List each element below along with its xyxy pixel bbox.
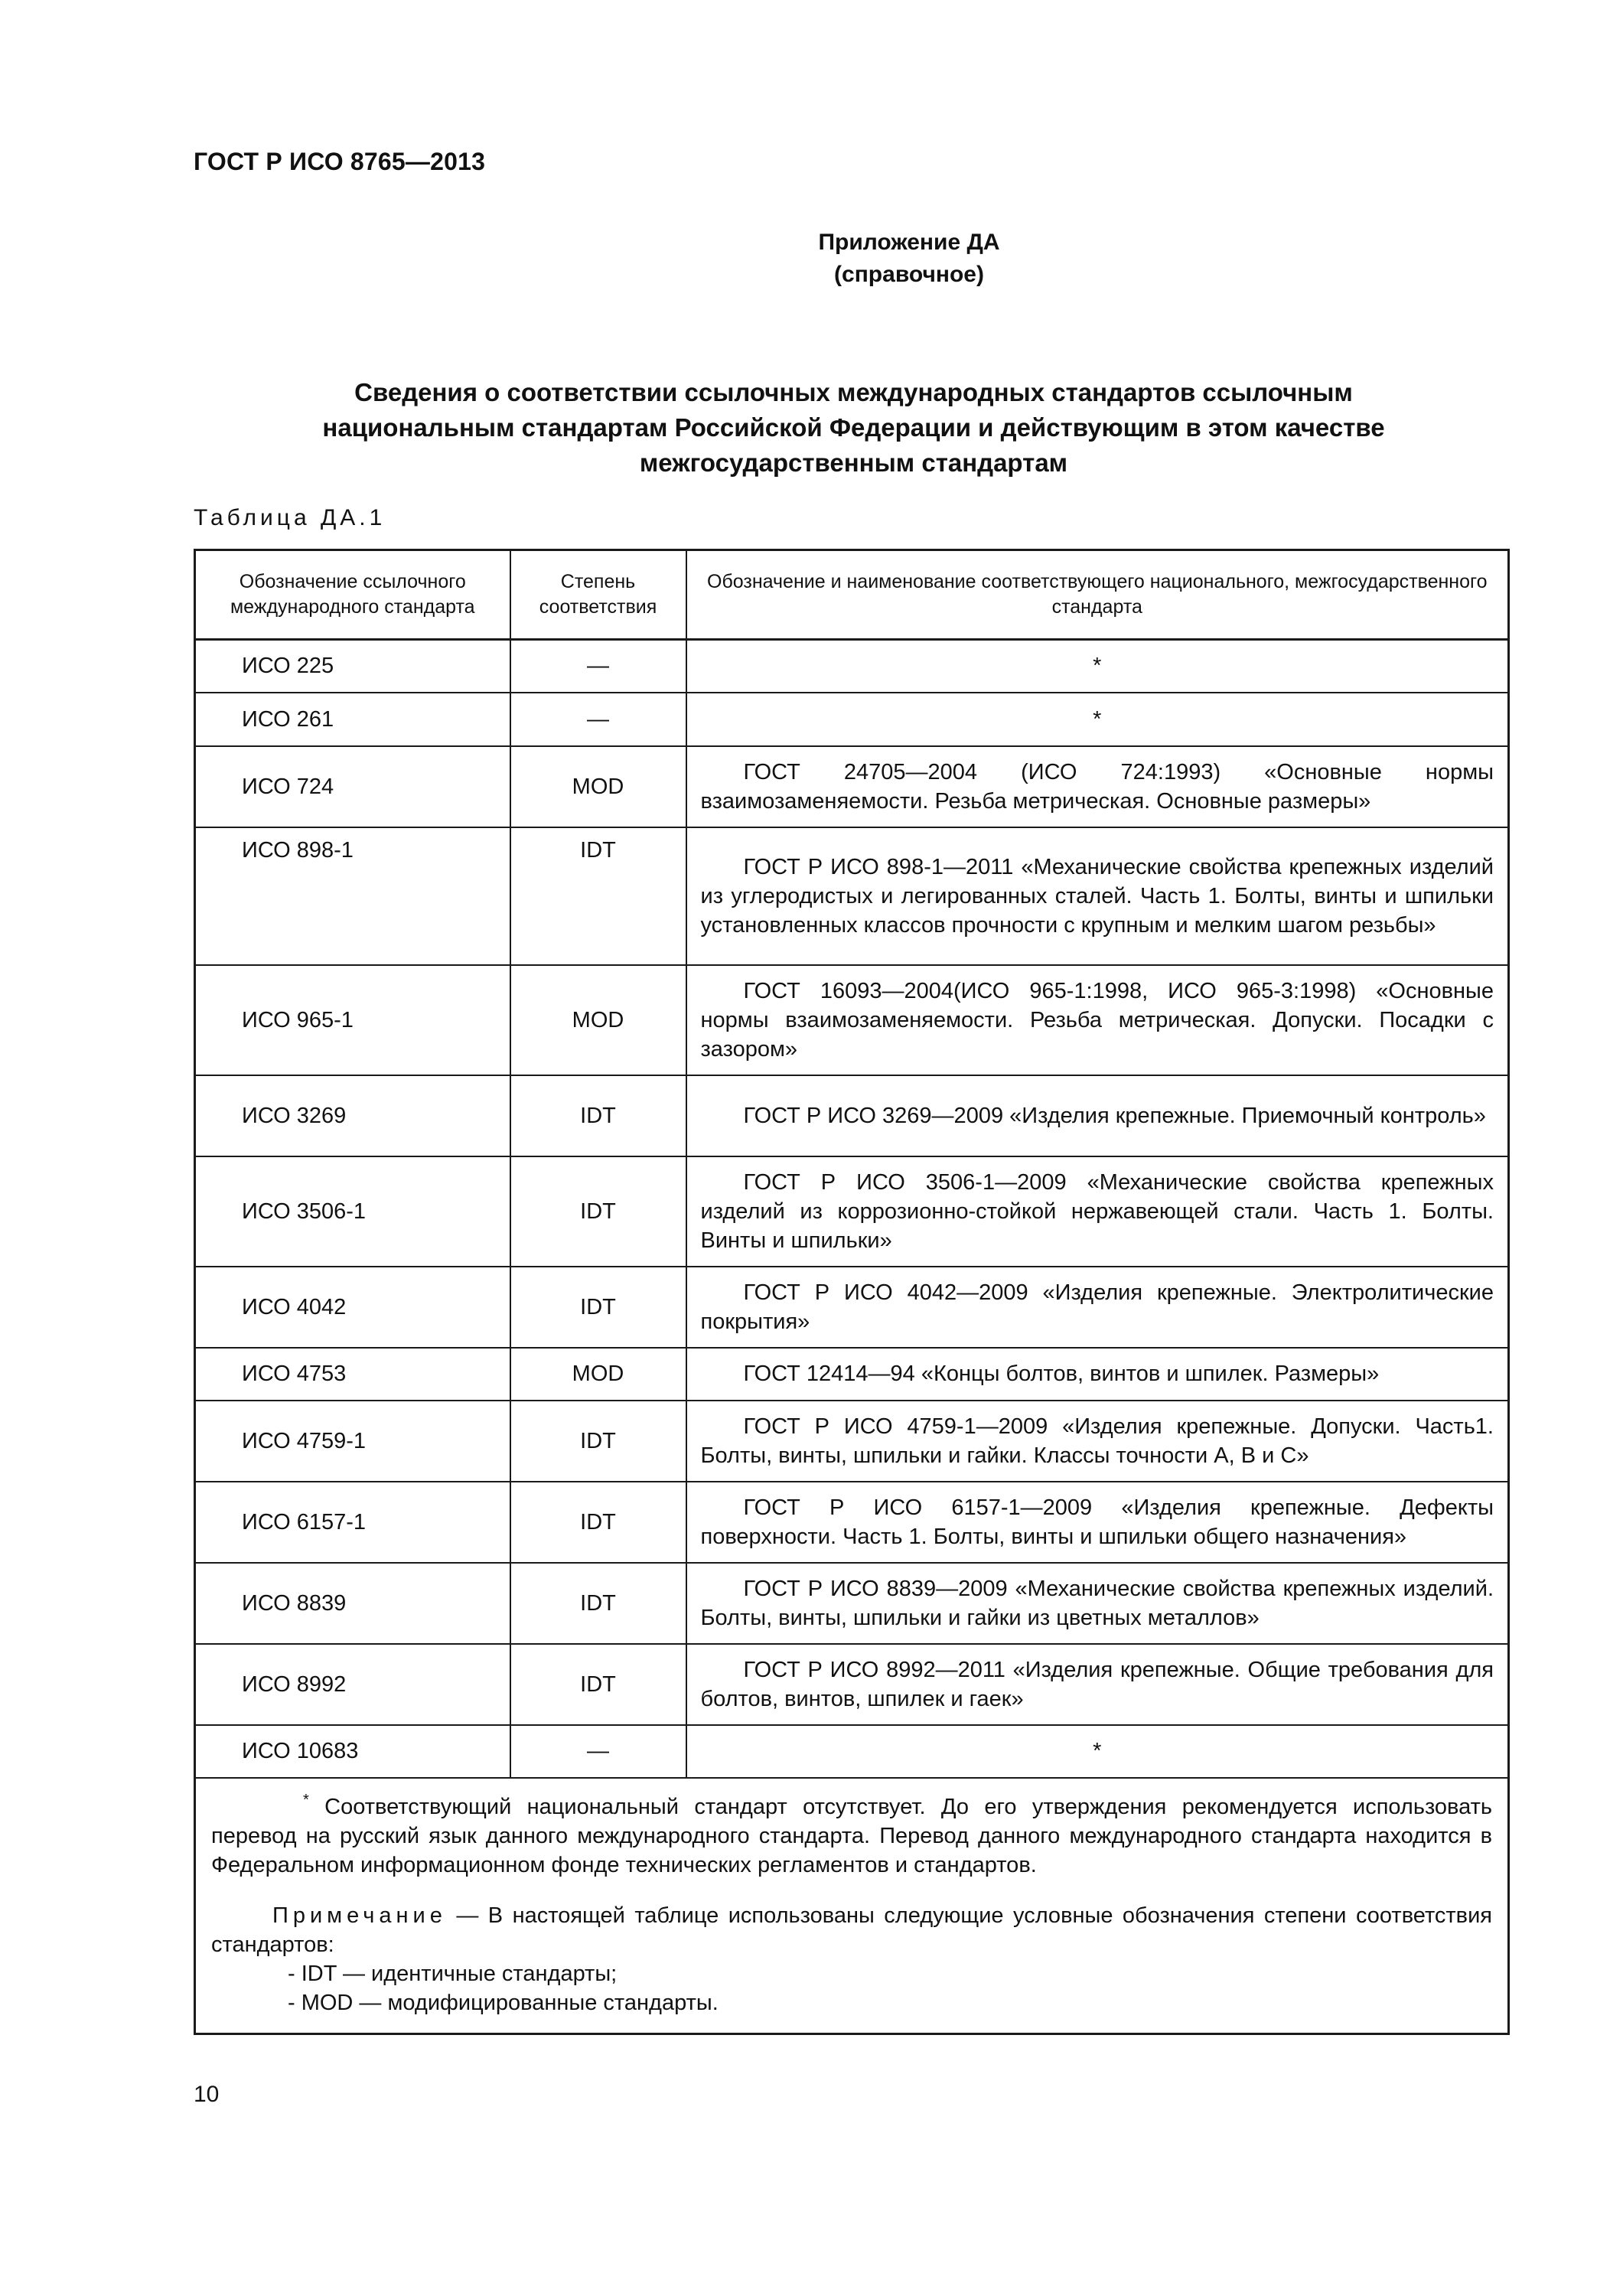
cell-national: ГОСТ Р ИСО 3269—2009 «Изделия крепежные. Приемочный контроль»	[686, 1075, 1509, 1156]
cell-degree: IDT	[510, 1563, 686, 1644]
section-title-line: Сведения о соответствии ссылочных международных стандартов ссылочным	[354, 378, 1353, 406]
note-item: - IDT — идентичные стандарты;	[288, 1961, 618, 1986]
cell-degree: —	[510, 1725, 686, 1778]
cell-national: ГОСТ Р ИСО 898-1—2011 «Механические свойства крепежных изделий из углеродистых и легированных сталей. Часть 1. Болты, винты и шпильки установленных классов прочности с крупным и мелким шагом резьбы»	[686, 827, 1509, 965]
cell-standard: ИСО 4042	[195, 1267, 510, 1348]
note	[211, 1901, 1492, 1959]
cell-standard: ИСО 10683	[195, 1725, 510, 1778]
cell-national: ГОСТ Р ИСО 6157-1—2009 «Изделия крепежные. Дефекты поверхности. Часть 1. Болты, винты и шпильки общего назначения»	[686, 1482, 1509, 1563]
cell-degree: IDT	[510, 1075, 686, 1156]
table-footer	[195, 1778, 1509, 2034]
table-header-row	[195, 550, 1509, 640]
table-row	[195, 746, 1509, 827]
cell-national: ГОСТ 12414—94 «Концы болтов, винтов и шпилек. Размеры»	[686, 1348, 1509, 1401]
cell-standard: ИСО 4759-1	[195, 1401, 510, 1482]
cell-standard: ИСО 898-1	[195, 827, 510, 965]
cell-degree: IDT	[510, 1156, 686, 1267]
cell-national: ГОСТ Р ИСО 4759-1—2009 «Изделия крепежные. Допуски. Часть1. Болты, винты, шпильки и гайки. Классы точности А, В и С»	[686, 1401, 1509, 1482]
table-row	[195, 640, 1509, 693]
footnote	[211, 1792, 1492, 1880]
cell-degree: MOD	[510, 746, 686, 827]
cell-standard: ИСО 3506-1	[195, 1156, 510, 1267]
cell-degree: IDT	[510, 1644, 686, 1725]
table-row	[195, 1075, 1509, 1156]
cell-standard: ИСО 965-1	[195, 965, 510, 1075]
note-text: — В настоящей таблице использованы следующие условные обозначения степени соответствия стандартов:	[211, 1903, 1492, 1957]
table-row	[195, 1482, 1509, 1563]
cell-national: ГОСТ 16093—2004(ИСО 965-1:1998, ИСО 965-3:1998) «Основные нормы взаимозаменяемости. Резьба метрическая. Допуски. Посадки с зазором»	[686, 965, 1509, 1075]
cell-standard: ИСО 6157-1	[195, 1482, 510, 1563]
appendix-subtitle: (справочное)	[834, 262, 984, 287]
appendix-heading	[194, 227, 1494, 291]
table-row	[195, 827, 1509, 965]
note-item: - MOD — модифицированные стандарты.	[288, 1990, 719, 2015]
cell-standard: ИСО 8839	[195, 1563, 510, 1644]
cell-national: *	[686, 640, 1509, 693]
header-international-standard: Обозначение ссылочного международного стандарта	[195, 550, 510, 640]
cell-national: ГОСТ Р ИСО 3506-1—2009 «Механические свойства крепежных изделий из коррозионно-стойкой нержавеющей стали. Часть 1. Болты. Винты и шпильки»	[686, 1156, 1509, 1267]
cell-standard: ИСО 4753	[195, 1348, 510, 1401]
correspondence-table	[194, 549, 1510, 2035]
cell-degree: MOD	[510, 1348, 686, 1401]
footnote-text: Соответствующий национальный стандарт отсутствует. До его утверждения рекомендуется использовать перевод на русский язык данного международного стандарта. Перевод данного международного стандарта находится в Федеральном информационном фонде технических регламентов и стандартов.	[211, 1794, 1493, 1877]
header-degree: Степень соответствия	[510, 550, 686, 640]
table-footer-row	[195, 1778, 1509, 2034]
cell-degree: IDT	[510, 827, 686, 965]
table-row	[195, 1725, 1509, 1778]
cell-degree: IDT	[510, 1267, 686, 1348]
table-label: Таблица ДА.1	[194, 505, 386, 530]
cell-national: ГОСТ Р ИСО 4042—2009 «Изделия крепежные. Электролитические покрытия»	[686, 1267, 1509, 1348]
table-row	[195, 1644, 1509, 1725]
page-number: 10	[194, 2082, 220, 2107]
table-row	[195, 1348, 1509, 1401]
cell-national: ГОСТ 24705—2004 (ИСО 724:1993) «Основные нормы взаимозаменяемости. Резьба метрическая. Основные размеры»	[686, 746, 1509, 827]
table-row	[195, 693, 1509, 746]
cell-standard: ИСО 8992	[195, 1644, 510, 1725]
table-row	[195, 1267, 1509, 1348]
cell-standard: ИСО 724	[195, 746, 510, 827]
cell-degree: —	[510, 693, 686, 746]
section-title-line: межгосударственным стандартам	[639, 448, 1068, 477]
table-row	[195, 1401, 1509, 1482]
cell-national: *	[686, 1725, 1509, 1778]
cell-national: ГОСТ Р ИСО 8839—2009 «Механические свойства крепежных изделий. Болты, винты, шпильки и гайки из цветных металлов»	[686, 1563, 1509, 1644]
cell-degree: —	[510, 640, 686, 693]
cell-standard: ИСО 225	[195, 640, 510, 693]
cell-degree: IDT	[510, 1482, 686, 1563]
cell-standard: ИСО 261	[195, 693, 510, 746]
cell-standard: ИСО 3269	[195, 1075, 510, 1156]
table-row	[195, 1563, 1509, 1644]
table-row	[195, 965, 1509, 1075]
cell-national: *	[686, 693, 1509, 746]
cell-degree: MOD	[510, 965, 686, 1075]
section-title	[194, 375, 1514, 481]
table-row	[195, 1156, 1509, 1267]
correspondence-table-wrapper	[194, 549, 1507, 2035]
section-title-line: национальным стандартам Российской Федерации и действующим в этом качестве	[322, 413, 1385, 442]
header-national-standard: Обозначение и наименование соответствующего национального, межгосударственного стандарта	[686, 550, 1509, 640]
document-header: ГОСТ Р ИСО 8765—2013	[194, 148, 486, 175]
note-label: Примечание	[272, 1903, 447, 1928]
cell-degree: IDT	[510, 1401, 686, 1482]
cell-national: ГОСТ Р ИСО 8992—2011 «Изделия крепежные. Общие требования для болтов, винтов, шпилек и гаек»	[686, 1644, 1509, 1725]
appendix-title: Приложение ДА	[818, 230, 1000, 255]
footnote-mark: *	[303, 1791, 309, 1808]
